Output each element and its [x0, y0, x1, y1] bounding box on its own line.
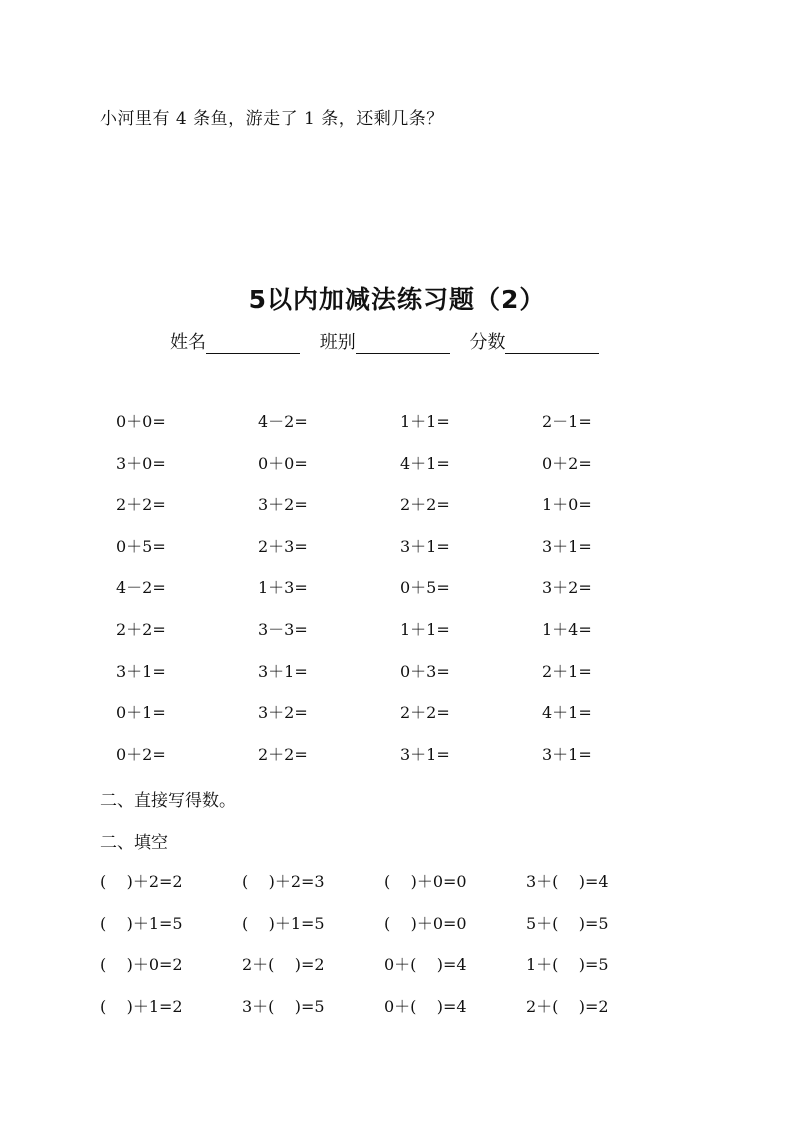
class-label: 班别 [319, 332, 356, 353]
fill-in-problem: ( )＋0=0 [384, 872, 467, 891]
arithmetic-problem: 1＋1= [400, 619, 450, 639]
arithmetic-problem: 3＋2= [258, 703, 308, 723]
arithmetic-problem: 3＋2= [542, 578, 592, 598]
arithmetic-problem: 0＋2= [116, 744, 166, 764]
word-problem: 小河里有 4 条鱼，游走了 1 条，还剩几条？ [100, 109, 444, 129]
fill-in-problem-grid [100, 870, 668, 1036]
fill-in-problem: ( )＋1=5 [242, 913, 325, 933]
arithmetic-problem: 2＋2= [116, 619, 166, 639]
section-heading-direct: 二、直接写得数。 [100, 791, 236, 811]
student-info-line [170, 328, 613, 354]
arithmetic-problem: 2－1= [542, 412, 592, 431]
fill-in-problem: 2＋( )=2 [526, 996, 609, 1016]
arithmetic-problem: 3＋1= [116, 661, 166, 681]
fill-in-problem: 0＋( )=4 [384, 996, 467, 1016]
fill-in-problem: 0＋( )=4 [384, 955, 467, 975]
arithmetic-problem: 1＋4= [542, 619, 592, 639]
arithmetic-problem: 3＋1= [542, 536, 592, 556]
fill-in-problem: ( )＋2=3 [242, 872, 325, 891]
score-label: 分数 [469, 332, 506, 353]
fill-in-problem: 1＋( )=5 [526, 955, 609, 975]
arithmetic-problem: 1＋1= [400, 412, 450, 431]
fill-in-problem: 3＋( )=4 [526, 872, 609, 891]
section-heading-fill: 二、填空 [100, 833, 168, 853]
fill-in-problem: 2＋( )=2 [242, 955, 325, 975]
arithmetic-problem: 3＋1= [400, 536, 450, 556]
arithmetic-problem: 0＋3= [400, 661, 450, 681]
fill-in-problem: ( )＋2=2 [100, 872, 183, 891]
arithmetic-problem: 3＋0= [116, 453, 166, 473]
arithmetic-problem: 0＋2= [542, 453, 592, 473]
arithmetic-problem: 0＋5= [116, 536, 166, 556]
name-label: 姓名 [170, 332, 206, 353]
arithmetic-problem: 4－2= [116, 578, 166, 598]
arithmetic-problem: 0＋0= [258, 453, 308, 473]
arithmetic-problem: 2＋1= [542, 661, 592, 681]
arithmetic-problem: 2＋2= [258, 744, 308, 764]
arithmetic-problem: 1＋0= [542, 495, 592, 515]
arithmetic-problem: 2＋2= [116, 495, 166, 515]
arithmetic-problem: 3＋1= [400, 744, 450, 764]
arithmetic-problem: 0＋1= [116, 703, 166, 723]
arithmetic-problem: 3＋1= [542, 744, 592, 764]
arithmetic-problem: 3－3= [258, 619, 308, 639]
class-blank [356, 333, 450, 354]
arithmetic-problem: 2＋2= [400, 703, 450, 723]
arithmetic-problem-grid [116, 410, 684, 784]
arithmetic-problem: 3＋1= [258, 661, 308, 681]
fill-in-problem: 3＋( )=5 [242, 996, 325, 1016]
fill-in-problem: ( )＋1=2 [100, 996, 183, 1016]
arithmetic-problem: 0＋5= [400, 578, 450, 598]
fill-in-problem: ( )＋1=5 [100, 913, 183, 933]
arithmetic-problem: 1＋3= [258, 578, 308, 598]
fill-in-problem: ( )＋0=2 [100, 955, 183, 975]
fill-in-problem: 5＋( )=5 [526, 913, 609, 933]
arithmetic-problem: 4＋1= [400, 453, 450, 473]
arithmetic-problem: 2＋3= [258, 536, 308, 556]
arithmetic-problem: 4－2= [258, 412, 308, 431]
arithmetic-problem: 3＋2= [258, 495, 308, 515]
arithmetic-problem: 0＋0= [116, 412, 166, 431]
score-blank [505, 333, 599, 354]
name-blank [206, 333, 300, 354]
fill-in-problem: ( )＋0=0 [384, 913, 467, 933]
arithmetic-problem: 4＋1= [542, 703, 592, 723]
page-title: 5以内加减法练习题（2） [248, 285, 546, 314]
arithmetic-problem: 2＋2= [400, 495, 450, 515]
